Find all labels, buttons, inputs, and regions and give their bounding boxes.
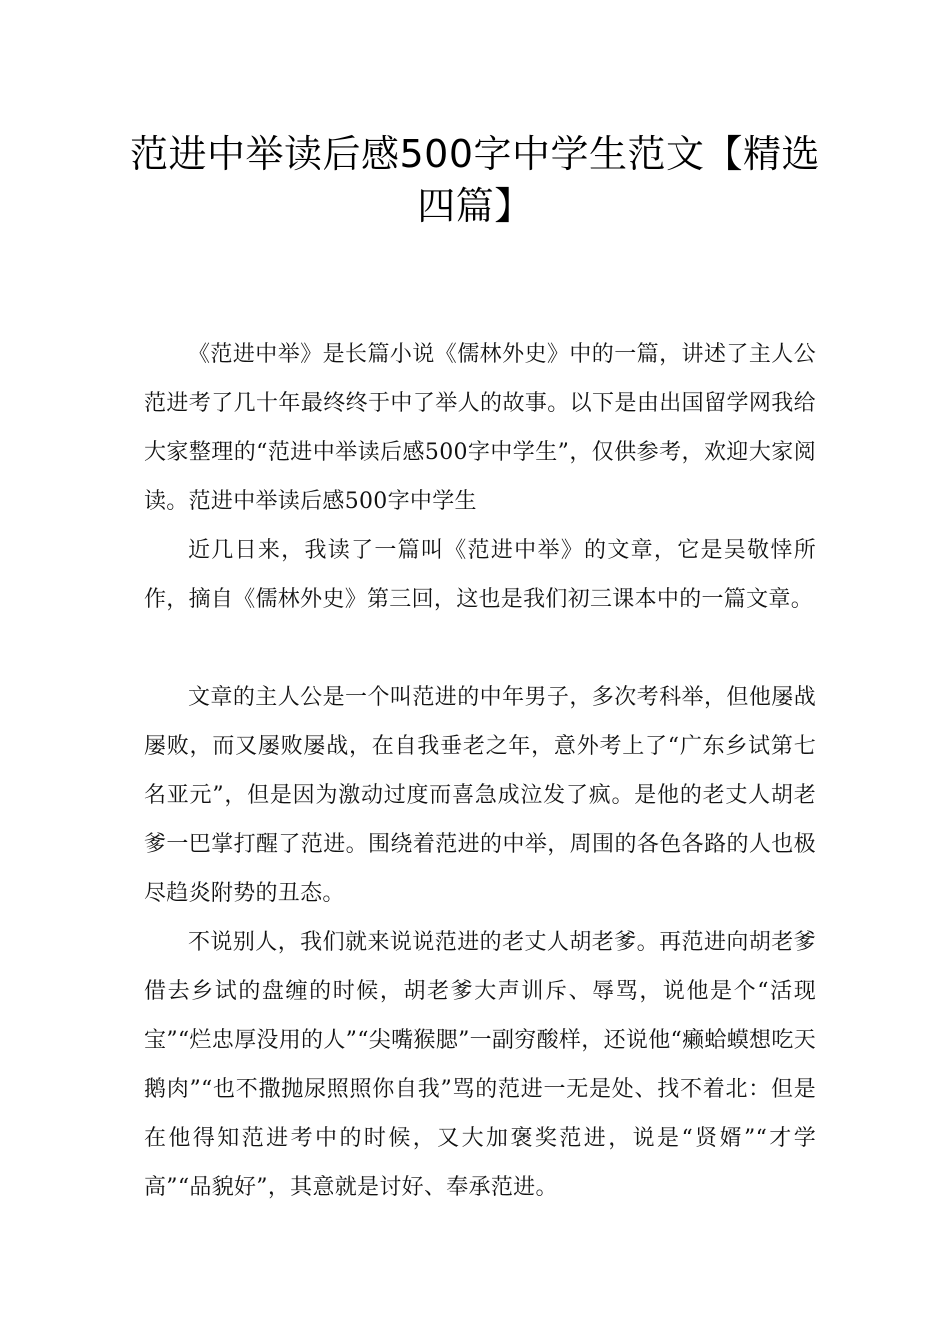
document-title: 范进中举读后感500字中学生范文【精选四篇】	[129, 132, 821, 228]
paragraph-3: 文章的主人公是一个叫范进的中年男子，多次考科举，但他屡战屡败，而又屡败屡战，在自我垂老之年，意外考上了“广东乡试第七名亚元”，但是因为激动过度而喜急成泣发了疯。是他的老丈人胡老爹一巴掌打醒了范进。围绕着范进的中举，周围的各色各路的人也极尽趋炎附势的丑态。	[144, 685, 816, 906]
paragraph-intro: 《范进中举》是长篇小说《儒林外史》中的一篇，讲述了主人公范进考了几十年最终终于中了举人的故事。以下是由出国留学网我给大家整理的“范进中举读后感500字中学生”，仅供参考，欢迎大家阅读。范进中举读后感500字中学生	[144, 342, 816, 514]
paragraph-4: 不说别人，我们就来说说范进的老丈人胡老爹。再范进向胡老爹借去乡试的盘缠的时候，胡老爹大声训斥、辱骂，说他是个“活现宝”“烂忠厚没用的人”“尖嘴猴腮”一副穷酸样，还说他“癞蛤蟆想吃天鹅肉”“也不撒抛尿照照你自我”骂的范进一无是处、找不着北：但是在他得知范进考中的时候，又大加褒奖范进，说是“贤婿”“才学高”“品貌好”，其意就是讨好、奉承范进。	[144, 930, 816, 1200]
document-body	[144, 330, 816, 1212]
paragraph-2: 近几日来，我读了一篇叫《范进中举》的文章，它是吴敬悻所作，摘自《儒林外史》第三回，这也是我们初三课本中的一篇文章。	[144, 538, 816, 612]
